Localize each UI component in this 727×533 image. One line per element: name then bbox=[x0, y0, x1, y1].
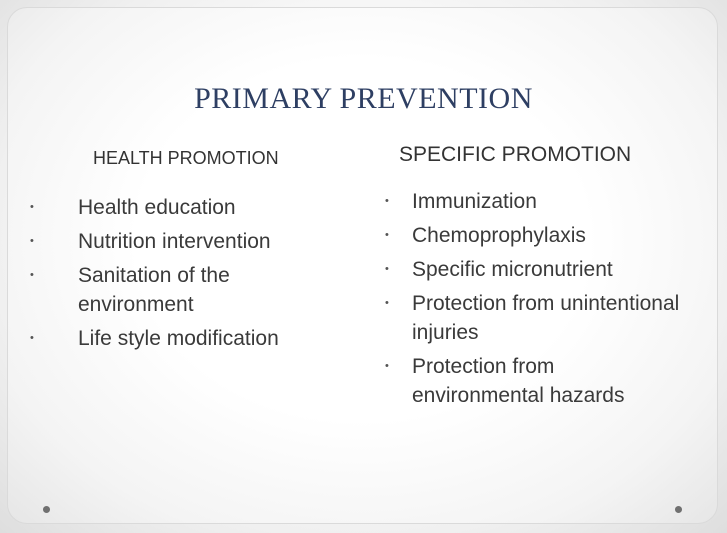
list-item-label: Health education bbox=[78, 196, 236, 219]
bullet-icon: • bbox=[385, 263, 389, 275]
corner-dot-icon bbox=[675, 506, 682, 513]
bullet-icon: • bbox=[385, 297, 389, 309]
list-item-label: Immunization bbox=[412, 190, 537, 213]
specific-promotion-list bbox=[385, 187, 685, 415]
list-item bbox=[30, 324, 340, 353]
corner-dot-icon bbox=[43, 506, 50, 513]
bullet-icon: • bbox=[385, 195, 389, 207]
list-item bbox=[30, 227, 340, 256]
bullet-icon: • bbox=[385, 360, 389, 372]
health-promotion-heading: HEALTH PROMOTION bbox=[93, 148, 279, 168]
list-item-label: Protection from unintentional injuries bbox=[412, 292, 680, 344]
list-item bbox=[385, 221, 685, 250]
slide-title: PRIMARY PREVENTION bbox=[194, 82, 533, 115]
bullet-icon: • bbox=[385, 229, 389, 241]
bullet-icon: • bbox=[30, 269, 34, 281]
specific-promotion-heading: SPECIFIC PROMOTION bbox=[399, 143, 632, 166]
list-item bbox=[385, 187, 685, 216]
bullet-icon: • bbox=[30, 235, 34, 247]
health-promotion-list bbox=[30, 193, 340, 358]
list-item-label: Sanitation of the environment bbox=[78, 264, 230, 316]
list-item-label: Nutrition intervention bbox=[78, 230, 271, 253]
list-item-label: Life style modification bbox=[78, 327, 279, 350]
bullet-icon: • bbox=[30, 201, 34, 213]
list-item-label: Specific micronutrient bbox=[412, 258, 613, 281]
list-item bbox=[385, 352, 685, 410]
list-item bbox=[385, 289, 685, 347]
list-item-label: Protection from environmental hazards bbox=[412, 355, 625, 407]
list-item bbox=[385, 255, 685, 284]
list-item bbox=[30, 193, 340, 222]
list-item-label: Chemoprophylaxis bbox=[412, 224, 586, 247]
list-item bbox=[30, 261, 340, 319]
bullet-icon: • bbox=[30, 332, 34, 344]
